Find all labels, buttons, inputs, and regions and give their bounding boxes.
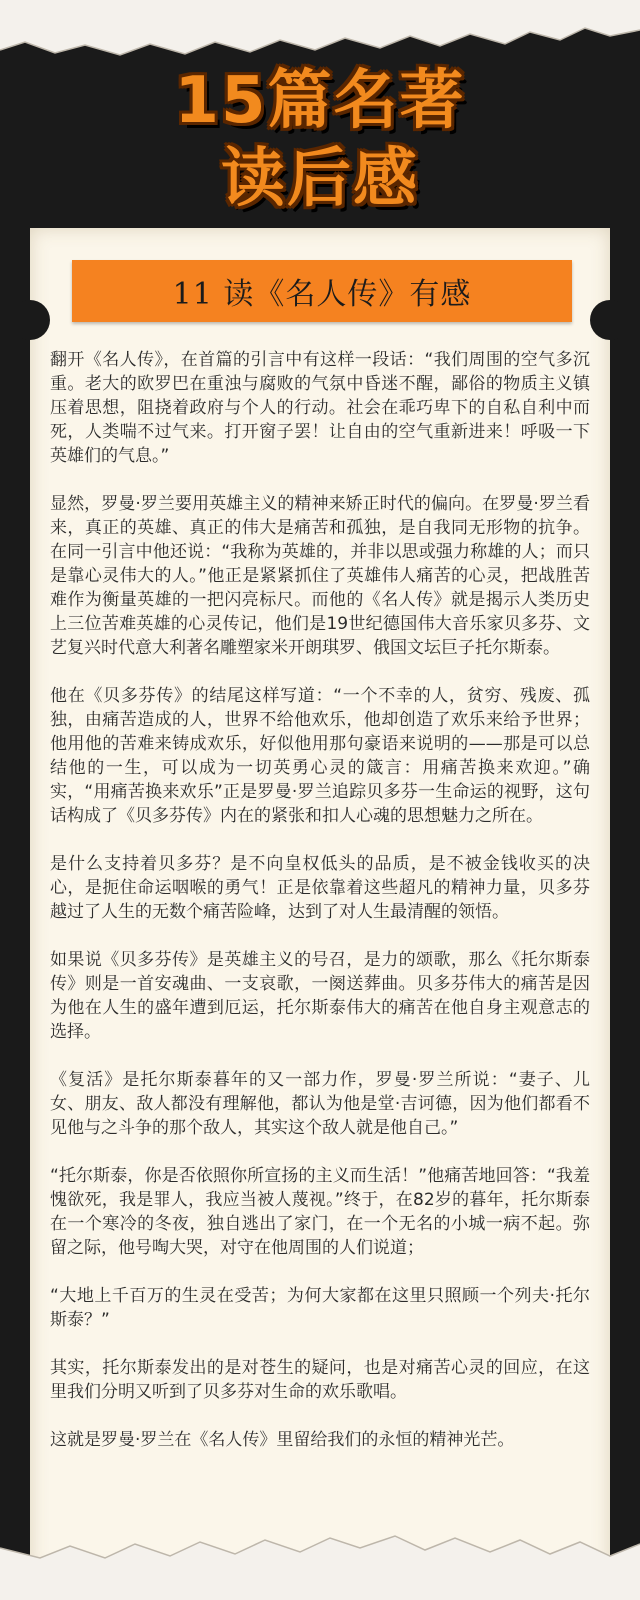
section-heading: 11 读《名人传》有感 — [172, 277, 472, 312]
paragraph-1: 翻开《名人传》，在首篇的引言中有这样一段话：“我们周围的空气多沉重。老大的欧罗巴在重浊与腐败的气氛中昏迷不醒，鄙俗的物质主义镇压着思想，阻挠着政府与个人的行动。社会在乖巧卑下的自私自利中而死，人类喘不过气来。打开窗子罢！让自由的空气重新进来！呼吸一下英雄们的气息。” — [50, 350, 590, 466]
title-line-1: 15篇名著 — [174, 64, 466, 138]
paragraph-3: 他在《贝多芬传》的结尾这样写道：“一个不幸的人，贫穷、残废、孤独，由痛苦造成的人，世界不给他欢乐，他却创造了欢乐来给予世界；他用他的苦难来铸成欢乐，好似他用那句豪语来说明的——那是可以总结他的一生，可以成为一切英勇心灵的箴言：用痛苦换来欢迎。”确实，“用痛苦换来欢乐”正是罗曼·罗兰追踪贝多芬一生命运的视野，这句话构成了《贝多芬传》内在的紧张和扣人心魂的思想魅力之所在。 — [50, 686, 590, 826]
paper-notch-left — [10, 300, 50, 340]
page-title — [0, 62, 640, 218]
paragraph-8: “大地上千百万的生灵在受苦；为何大家都在这里只照顾一个列夫·托尔斯泰？” — [50, 1286, 590, 1330]
torn-paper-top-edge — [0, 0, 640, 60]
article-body — [50, 348, 590, 1476]
paragraph-10: 这就是罗曼·罗兰在《名人传》里留给我们的永恒的精神光芒。 — [50, 1430, 515, 1450]
paper-notch-right — [590, 300, 630, 340]
title-line-2: 读后感 — [221, 142, 419, 216]
torn-paper-bottom-edge — [0, 1530, 640, 1600]
paragraph-2: 显然，罗曼·罗兰要用英雄主义的精神来矫正时代的偏向。在罗曼·罗兰看来，真正的英雄、真正的伟大是痛苦和孤独，是自我同无形物的抗争。在同一引言中他还说：“我称为英雄的，并非以思或强力称雄的人；而只是靠心灵伟大的人。”他正是紧紧抓住了英雄伟人痛苦的心灵，把战胜苦难作为衡量英雄的一把闪亮标尺。而他的《名人传》就是揭示人类历史上三位苦难英雄的心灵传记，他们是19世纪德国伟大音乐家贝多芬、文艺复兴时代意大利著名雕塑家米开朗琪罗、俄国文坛巨子托尔斯泰。 — [50, 494, 590, 658]
paragraph-5: 如果说《贝多芬传》是英雄主义的号召，是力的颂歌，那么《托尔斯泰传》则是一首安魂曲、一支哀歌，一阕送葬曲。贝多芬伟大的痛苦是因为他在人生的盛年遭到厄运，托尔斯泰伟大的痛苦在他自身主观意志的选择。 — [50, 950, 590, 1042]
paragraph-6: 《复活》是托尔斯泰暮年的又一部力作，罗曼·罗兰所说：“妻子、儿女、朋友、敌人都没有理解他，都认为他是堂·吉诃德，因为他们都看不见他与之斗争的那个敌人，其实这个敌人就是他自己。” — [50, 1070, 590, 1138]
paragraph-4: 是什么支持着贝多芬？是不向皇权低头的品质，是不被金钱收买的决心，是扼住命运咽喉的勇气！正是依靠着这些超凡的精神力量，贝多芬越过了人生的无数个痛苦险峰，达到了对人生最清醒的领悟。 — [50, 854, 590, 922]
section-heading-banner — [72, 260, 572, 322]
paragraph-9: 其实，托尔斯泰发出的是对苍生的疑问，也是对痛苦心灵的回应，在这里我们分明又听到了贝多芬对生命的欢乐歌唱。 — [50, 1358, 590, 1402]
paragraph-7: “托尔斯泰，你是否依照你所宣扬的主义而生活！”他痛苦地回答：“我羞愧欲死，我是罪人，我应当被人蔑视。”终于，在82岁的暮年，托尔斯泰在一个寒冷的冬夜，独自逃出了家门，在一个无名的小城一病不起。弥留之际，他号啕大哭，对守在他周围的人们说道； — [50, 1166, 590, 1258]
